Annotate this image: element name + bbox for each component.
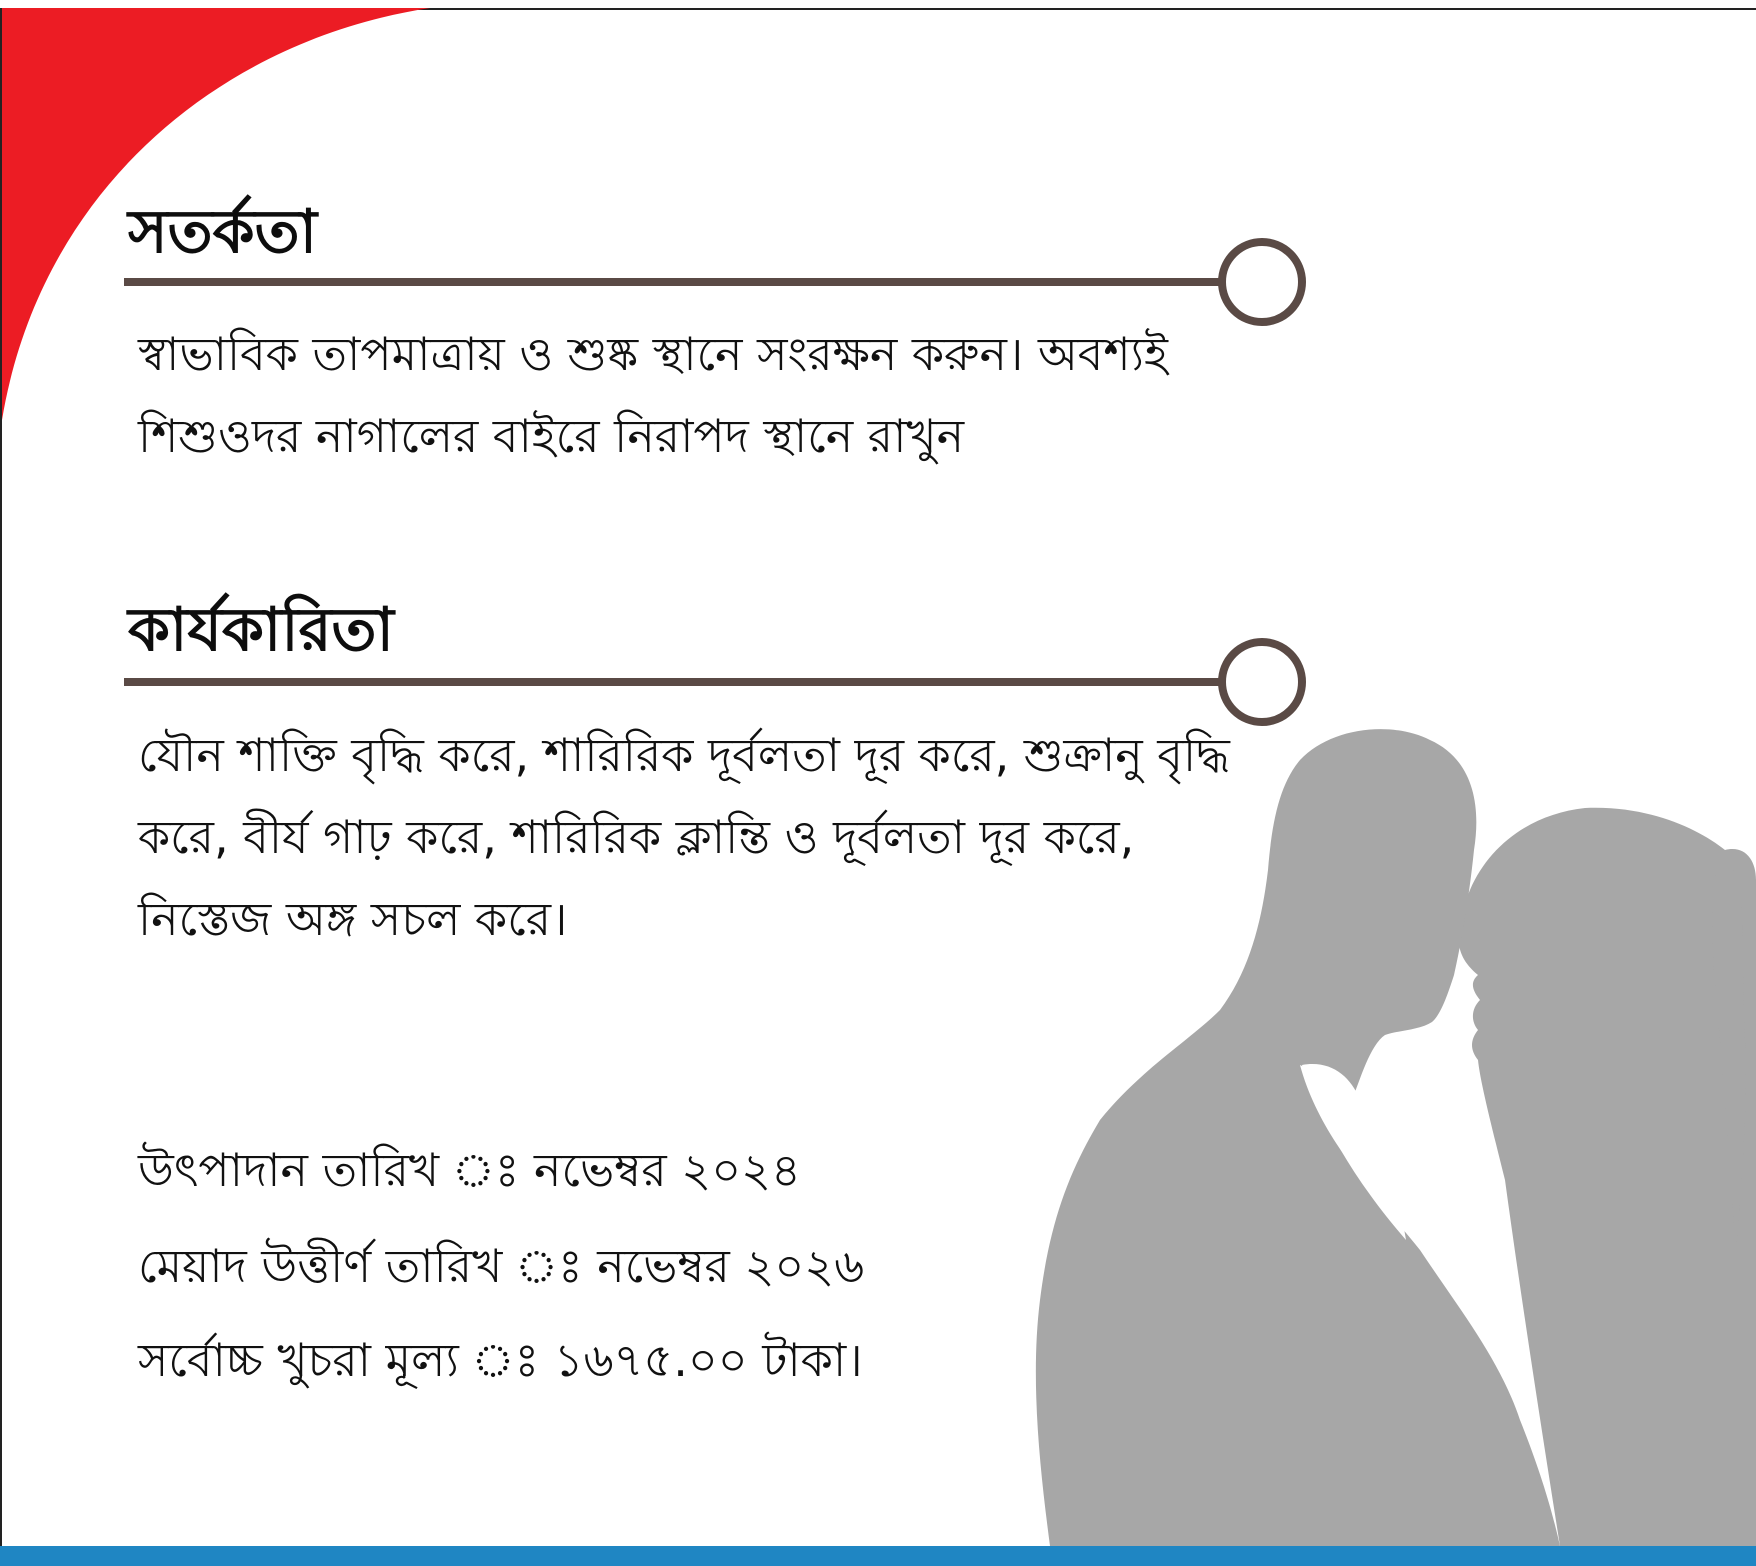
max-retail-price: সর্বোচ্চ খুচরা মূল্য ঃ ১৬৭৫.০০ টাকা। xyxy=(138,1333,863,1387)
divider-ring-icon xyxy=(1222,642,1302,722)
precautions-heading: সতর্কতা xyxy=(128,197,318,267)
manufacture-date: উৎপাদান তারিখ ঃ নভেম্বর ২০২৪ xyxy=(138,1143,801,1197)
divider-ring-icon xyxy=(1222,242,1302,322)
precautions-text: স্বাভাবিক তাপমাত্রায় ও শুষ্ক স্থানে সংরক্ষন করুন। অবশ্যই শিশুওদর নাগালের বাইরে নিরাপদ স্থানে রাখুন xyxy=(138,327,1168,463)
effectiveness-heading: কার্যকারিতা xyxy=(128,595,394,665)
effectiveness-text: যৌন শাক্তি বৃদ্ধি করে, শারিরিক দূর্বলতা দূর করে, শুক্রানু বৃদ্ধি করে, বীর্য গাঢ় করে, শারিরিক ক্লান্তি ও দূর্বলতা দূর করে, নিস্তেজ অঙ্গ সচল করে। xyxy=(138,728,1230,946)
bottom-color-band xyxy=(0,1546,1756,1566)
expiry-date: মেয়াদ উত্তীর্ণ তারিখ ঃ নভেম্বর ২০২৬ xyxy=(138,1239,865,1293)
